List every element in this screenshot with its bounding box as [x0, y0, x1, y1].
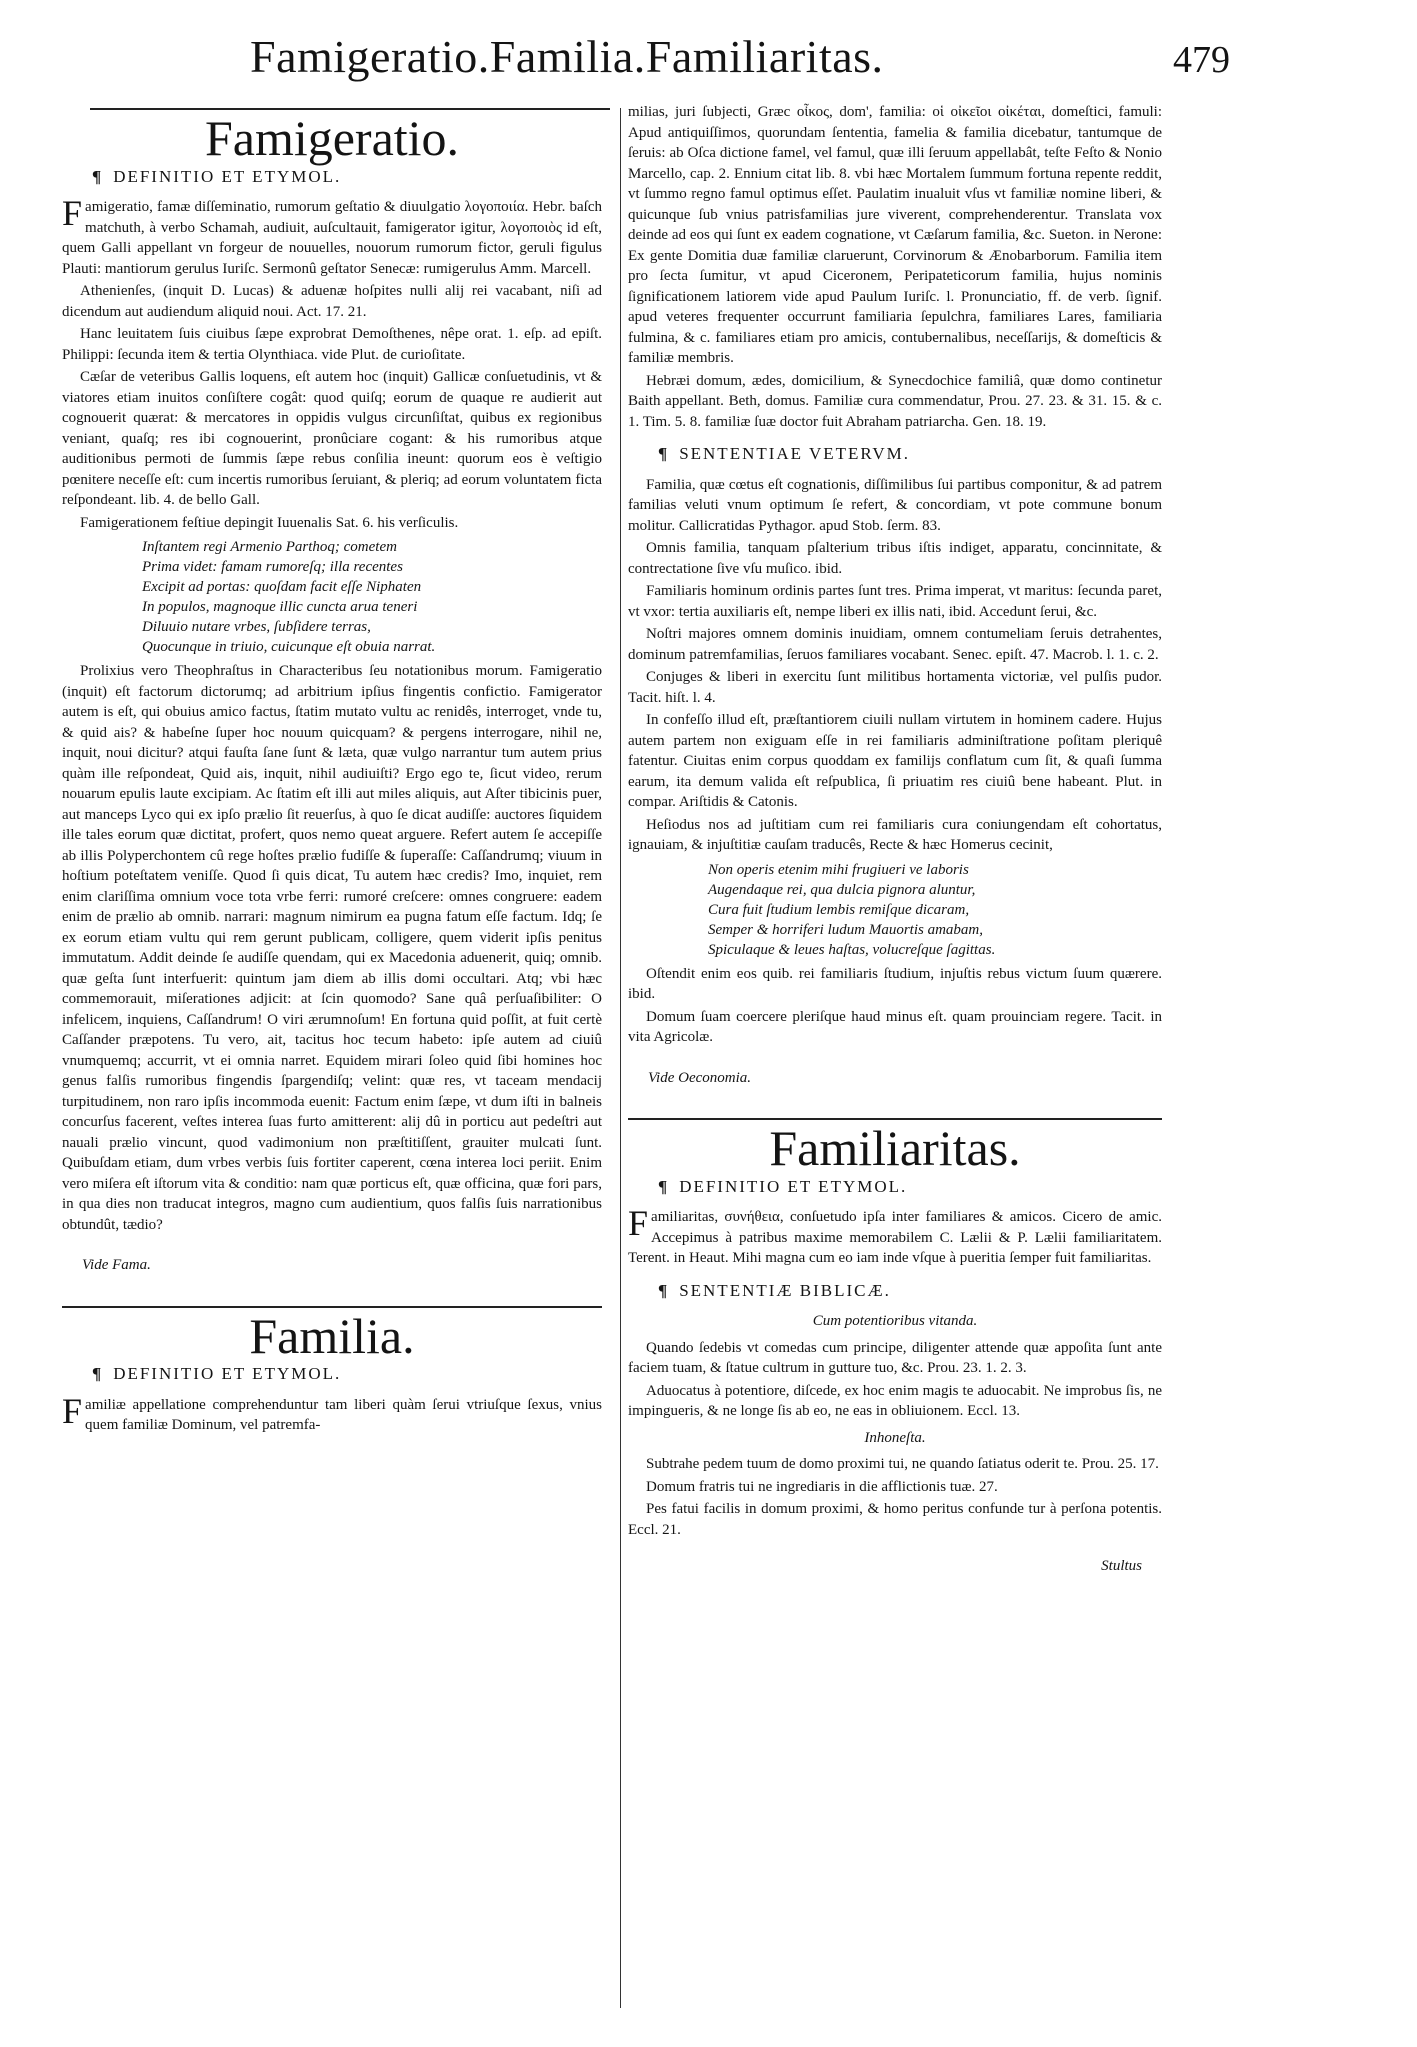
paragraph: Aduocatus à potentiore, diſcede, ex hoc enim magis te aduocabit. Ne improbus ſis, ne impingueris, & ne longe ſis ab eo, ne eas in obliuionem. Eccl. 13.: [628, 1382, 1162, 1419]
paragraph: Conjuges & liberi in exercitu ſunt militibus hortamenta victoriæ, vel pulſis pudor. Tacit. hiſt. l. 4.: [628, 669, 1162, 706]
column-divider: [620, 108, 621, 2008]
paragraph: Famigerationem feſtiue depingit Iuuenalis Sat. 6. his verſiculis.: [80, 514, 459, 531]
paragraph: Noſtri majores omnem dominis inuidiam, omnem contumeliam ſeruis detrahentes, dominum patremfamilias, ſeruos familiares vocabant. Senec. epiſt. 47. Macrob. l. 1. c. 2.: [628, 626, 1162, 663]
verse-line: In populos, magnoque illic cuncta arua teneri: [142, 599, 418, 615]
paragraph: In confeſſo illud eſt, præſtantiorem ciuili nullam virtutem in hominem cadere. Hujus autem partem non exiguam eſſe in rei familiaris adminiſtratione poſitam pleriquê fatentur. Ciuitas enim corpus quoddam ex familijs conflatum cum ſit, & quaſi ſumma earum, ita demum valida eſt reſpublica, ſi priuatim res ciuiû bene habeant. Plut. in compar. Ariſtidis & Catonis.: [628, 712, 1162, 810]
paragraph: Subtrahe pedem tuum de domo proximi tui, ne quando ſatiatus oderit te. Prou. 25. 17.: [646, 1456, 1159, 1472]
heading-famigeratio: Famigeratio.: [204, 110, 460, 166]
paragraph: Oſtendit enim eos quib. rei familiaris ſtudium, injuſtis rebus victum ſuum quærere. ibid.: [628, 965, 1162, 1002]
section-definitio-label: DEFINITIO ET ETYMOL.: [113, 166, 342, 186]
right-column: [628, 102, 1162, 1577]
paragraph: Cæſar de veteribus Gallis loquens, eſt autem hoc (inquit) Gallicæ conſuetudinis, vt & viatores etiam inuitos conſiſtere cogât: quod quiſq; eorum de quaque re audierit aut cognouerit quærat: & mercatores in oppidis vulgus circunſiſtat, quibus ex regionibus veniant, quaſq; res ibi cognouerint, pronûciare cogant: & his rumoribus atque auditionibus permoti de ſummis ſæpe rebus conſilia ineunt: quorum eos è veſtigio pœnitere neceſſe eſt: cum incertis rumoribus ſeruiant, & pleriq; ad eorum voluntatem ficta reſpondeant. lib. 4. de bello Gall.: [62, 369, 602, 508]
pilcrow-icon: ¶: [92, 1364, 104, 1383]
paragraph: Omnis familia, tanquam pſalterium tribus iſtis indiget, apparatu, concinnitate, & contrectatione ſive vſu muſico. ibid.: [628, 540, 1162, 577]
subheading: Inhoneſta.: [864, 1429, 926, 1446]
heading-familiaritas: Familiaritas.: [769, 1120, 1021, 1176]
verse-line: Spiculaque & leues haſtas, volucreſque ſagittas.: [708, 941, 996, 958]
section-sententiae-biblicae: [658, 1281, 1162, 1302]
running-head: [250, 30, 1230, 100]
paragraph: Hebræi domum, ædes, domicilium, & Synecdochice familiâ, quæ domo continetur Baith appellant. Beth, domus. Familiæ cura commendatur, Prou. 27. 23. & 31. 15. & c. 1. Tim. 5. 8. familiæ ſuæ doctor fuit Abraham patriarcha. Gen. 18. 19.: [628, 372, 1162, 430]
verse-line: Semper & horriferi ludum Mauortis amabam,: [708, 921, 983, 938]
paragraph: Familia, quæ cœtus eſt cognationis, diſſimilibus ſui partibus componitur, & ad patrem familias veluti vnum optimum ſe refert, & concordiam, vt pote commune bonum molitur. Callicratidas Pythagor. apud Stob. ſerm. 83.: [628, 476, 1162, 534]
running-head-title: Famigeratio.Familia.Familiaritas.: [250, 31, 884, 82]
paragraph: Quando ſedebis vt comedas cum principe, diligenter attende quæ appoſita ſunt ante faciem tuam, & ſtatue cultrum in gutture tuo, &c. Prou. 23. 1. 2. 3.: [628, 1339, 1162, 1376]
section-sententiae-biblicae-label: SENTENTIÆ BIBLICÆ.: [679, 1280, 891, 1300]
paragraph: Domum ſuam coercere pleriſque haud minus eſt. quam prouinciam regere. Tacit. in vita Agricolæ.: [628, 1008, 1162, 1045]
verse-line: Non operis etenim mihi frugiueri ve laboris: [708, 861, 969, 878]
paragraph: Familiaris hominum ordinis partes ſunt tres. Prima imperat, vt maritus: ſecunda paret, vt vxor: tertia auxiliaris eſt, nempe liberi ex illis nati, ibid. Accedunt ſerui, &c.: [628, 583, 1162, 620]
heading-familia: Familia.: [249, 1307, 415, 1364]
page-number: 479: [1173, 39, 1230, 81]
section-definitio: [92, 1364, 602, 1385]
section-definitio: [658, 1177, 1162, 1198]
verse-block: [62, 537, 602, 657]
paragraph: Athenienſes, (inquit D. Lucas) & aduenæ hoſpites nulli alij rei vacabant, niſi ad dicendum aut audiendum aliquid noui. Act. 17. 21.: [62, 283, 602, 320]
verse-line: Excipit ad portas: quoſdam facit eſſe Niphaten: [142, 579, 422, 595]
cross-reference: Vide Fama.: [82, 1257, 151, 1273]
verse-block: [628, 860, 1162, 960]
catchword: Stultus: [1101, 1558, 1142, 1574]
verse-line: Inſtantem regi Armenio Parthoq; cometem: [142, 539, 397, 555]
section-definitio-label: DEFINITIO ET ETYMOL.: [113, 1364, 342, 1383]
paragraph: Pes fatui facilis in domum proximi, & homo peritus confunde tur à perſona potentis. Eccl. 21.: [628, 1501, 1162, 1538]
section-sententiae-veterum: [658, 444, 1162, 465]
verse-line: Quocunque in triuio, cuicunque eſt obuia narrat.: [142, 639, 436, 655]
pilcrow-icon: ¶: [658, 1176, 670, 1196]
cross-reference: Vide Oeconomia.: [648, 1069, 752, 1086]
subheading: Cum potentioribus vitanda.: [812, 1313, 978, 1329]
paragraph: Familiæ appellatione comprehenduntur tam liberi quàm ſerui vtriuſque ſexus, vnius quem familiæ Dominum, vel patremfa-: [62, 1390, 602, 1433]
paragraph: milias, juri ſubjecti, Græc οἶκος, dom', familia: οἱ οἰκεῖοι οἰκέται, domeſtici, famuli: Apud antiquiſſimos, quorundam ſententia, famelia & familia dicebatur, tantumque de ſeruis: ab Oſca dictione famel, vel famul, quæ illi ſeruum appellabât, teſte Feſto & Nonio Marcello, cap. 2. Ennium citat lib. 8. vbi hæc Mortalem ſummum fortuna repente reddit, vt ſummo regno famul optimus eſſet. Paulatim inualuit vſus vt familiæ nomine liberi, & quicunque ſub vnius patrisfamilias jure viverent, comprehenderentur. Translata vox deinde ad eos qui ſunt ex eadem cognatione, vt Cæſarum familia, &c. Sueton. in Nerone: Ex gente Domitia duæ familiæ claruerunt, Corvinorum & Ænobarborum. Familia item pro ſecta ſumitur, vt apud Ciceronem, Peripateticorum familia, hujus nominis ſignificationem latiorem vide apud Paulum Iuriſc. l. Pronunciatio, ff. de verb. ſignif. apud veteres frequenter occurrunt familiaria ſepulchra, familiares Lares, familiaria fulmina, & c. familiares etiam pro amicis, contubernalibus, neceſſarijs, & domeſticis & familiæ membris.: [628, 104, 1162, 366]
section-sententiae-veterum-label: SENTENTIAE VETERVM.: [679, 444, 911, 463]
pilcrow-icon: ¶: [658, 444, 670, 463]
paragraph: Famigeratio, famæ diſſeminatio, rumorum geſtatio & diuulgatio λογοποιία. Hebr. baſch matchuth, à verbo Schamah, audiuit, auſcultauit, famigerator igitur, λογοποιὸς id eſt, quem Galli appellant vn forgeur de nouuelles, nouorum rumorum fictor, geruli figulus Plauti: mantiorum gerulus Iuriſc. Sermonû geſtator Senecæ: rumigerulus Amm. Marcell.: [62, 193, 602, 277]
section-definitio-label: DEFINITIO ET ETYMOL.: [679, 1176, 908, 1196]
paragraph: Hanc leuitatem ſuis ciuibus ſæpe exprobrat Demoſthenes, nêpe orat. 1. eſp. ad epiſt. Philippi: ſecunda item & tertia Olynthiaca. vide Plut. de curioſitate.: [62, 326, 602, 363]
pilcrow-icon: ¶: [92, 166, 104, 186]
section-definitio: [92, 167, 602, 188]
left-column: [62, 110, 602, 1438]
pilcrow-icon: ¶: [658, 1280, 670, 1300]
paragraph: Domum fratris tui ne ingrediaris in die afflictionis tuæ. 27.: [646, 1478, 998, 1495]
verse-line: Augendaque rei, qua dulcia pignora aluntur,: [708, 881, 976, 898]
verse-line: Diluuio nutare vrbes, ſubſidere terras,: [142, 619, 371, 635]
paragraph: Prolixius vero Theophraſtus in Characteribus ſeu notationibus morum. Famigeratio (inquit) eſt factorum dictorumq; ad arbitrium ipſius fingentis confictio. Famigerator autem is eſt, qui obuius amico factus, ſtatim mutato vultu ac renidês, interroget, vnde tu, & quid ais? & habeſne ſuper hoc nouum quicquam? & pergens interrogare, nihil ne, inquit, noui dicitur? atqui fauſta ſane ſunt & læta, quæ vulgo narrantur tum autem prius quàm ille reſpondeat, Quid ais, inquit, nihil audiuiſti? Ergo ego te, ſicut video, rerum nouarum epulis laute excipiam. Ac ſtatim eſt illi aut miles aliquis, aut Aſter tibicinis puer, aut manceps Lyco qui ex ipſo prælio ſit reuerſus, à quo ſe dicat audiſſe: auctores ſiquidem ille tales eorum quæ dictitat, profert, quos nemo queat arguere. Refert autem ſe accepiſſe ab illis Polyperchontem cû rege hoſtes prælio fudiſſe & ſuperaſſe: Caſſandrumq; viuum in hoſtium poteſtatem veniſſe. Quod ſi quis dicat, Tu autem hæc credis? Imo, inquiet, rem enim clariſſima omnium voce tota vrbe ferri: rumoré creſcere: omnes congruere: eadem enim de prælio ab omnib. narrari: magnum nimirum ea pugna fatum eſſe factum. Idq; ſe ex eorum etiam vultu qui rem gerunt publicam, colligere, quem viderit ipſis penitus immutatum. Addit deinde ſe audiſſe quendam, qui ex Macedonia aduenerit, quiq; omnib. quæ geſta ſunt interfuerit: quintum jam diem ab illis domi occultari. Atq; vbi hæc commemorauit, miſerationes adjicit: at ſcin quomodo? Sane quâ perſuaſibiliter: O infelicem, inquiens, Caſſandrum! O viri ærumnoſum! En fortuna quid poſſit, at fuit certè Caſſander præpotens. Tu vero, ait, tacitus hoc tecum habeto: ipſe autem ad ciuiû vnumquemq; accurrit, vt ei omnia narret. Equidem mirari ſoleo quid ſibi homines hoc genus falſis rumoribus fingendis ſpargendiſq; velint: quæ res, vt taceam mendacij turpitudinem, non raro ipſis incommoda euenit: Factum enim ſæpe, vt dum iſti in balneis concurſus facerent, veſtes interea ſuas furto amitterent: alij dû in porticu aut pedeſtri aut nauali prælio vincunt, quod vadimonium non præſtitiſſent, grauiter mulcati ſunt. Quibuſdam etiam, dum vrbes verbis ſuis fortiter caperent, cœna interea loci periit. Enim vero miſera eſt iſtorum vita & conditio: nam quæ porticus eſt, quæ officina, quæ fori pars, in qua dies non traducat integros, magno cum audientium, quos falſis ſuis narrationibus obtundût, tædio?: [62, 663, 602, 1233]
paragraph: Heſiodus nos ad juſtitiam cum rei familiaris cura coniungendam eſt cohortatus, ignauiam, & injuſtitiæ cauſam traducês, Recte & hæc Homerus cecinit,: [628, 816, 1162, 853]
verse-line: Cura fuit ſtudium lembis remiſque dicaram,: [708, 901, 970, 918]
paragraph: Familiaritas, συνήθεια, conſuetudo ipſa inter familiares & amicos. Cicero de amic. Accepimus à patribus maxime memorabilem C. Lælii & P. Lælii familiaritatem. Terent. in Heaut. Mihi magna cum eo iam inde vſque à pueritia ſemper fuit familiaritas.: [628, 1203, 1162, 1266]
verse-line: Prima videt: famam rumoreſq; illa recentes: [142, 559, 403, 575]
